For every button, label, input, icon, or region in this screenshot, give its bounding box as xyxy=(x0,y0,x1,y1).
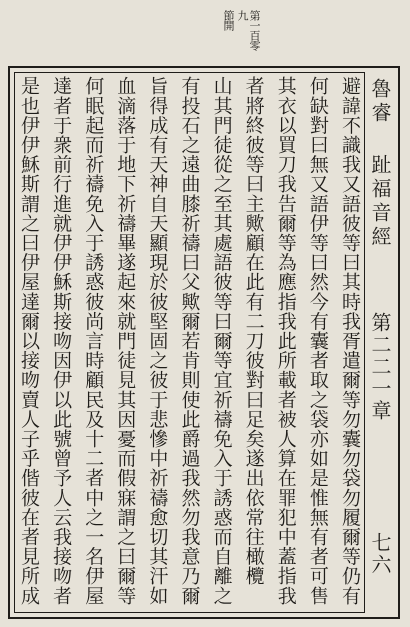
text-column: 是也伊伊穌斯謂之曰伊屋達爾以接吻賣人子乎偕彼在者見所成 xyxy=(18,76,40,606)
text-column: 何眠起而祈禱免入于誘惑彼尚言時顧民及十二者中之一名伊屋 xyxy=(82,76,105,606)
margin-note-line-1: 第一百零九 xyxy=(236,10,261,50)
text-column: 血滴落于地下祈禱畢遂起來就門徒見其因憂而假寐謂之曰爾等 xyxy=(114,76,137,606)
book-title: 魯睿 趾福音經 xyxy=(368,78,392,250)
text-column: 達者于衆前行進就伊伊穌斯接吻因伊以此號曾予人云我接吻者 xyxy=(50,76,73,606)
scripture-text xyxy=(18,76,361,609)
text-column: 有投石之遠曲膝祈禱曰父歟爾若肯則使此爵過我然勿我意乃爾 xyxy=(178,76,201,606)
text-column: 其衣以買刀我告爾等為應指我此所載者被人算在罪犯中蓋指我 xyxy=(274,76,297,606)
running-header xyxy=(365,72,394,613)
margin-note-line-2: 節開 xyxy=(222,10,235,30)
text-column: 旨得成有天神自天顯現於彼堅固之彼于悲慘中祈禱愈切其汗如 xyxy=(146,76,169,606)
text-column: 者將終彼等曰主歟顧在此有二刀彼對曰足矣遂出依常往橄欖 xyxy=(242,76,265,586)
text-column: 避諱不識我又語彼等曰其時我胥遣爾等勿囊勿袋勿履爾等仍有 xyxy=(338,76,361,606)
text-column: 何缺對曰無又語伊等曰然今有囊者取之袋亦如是惟無有者可售 xyxy=(306,76,329,606)
text-column: 山其門徒從之至其處語彼等曰爾等宜祈禱免入于誘惑而自離之 xyxy=(210,76,233,606)
margin-section-note xyxy=(218,10,264,54)
folio-number: 七六 xyxy=(368,532,392,576)
chapter-label: 第二二一章 xyxy=(368,312,392,422)
